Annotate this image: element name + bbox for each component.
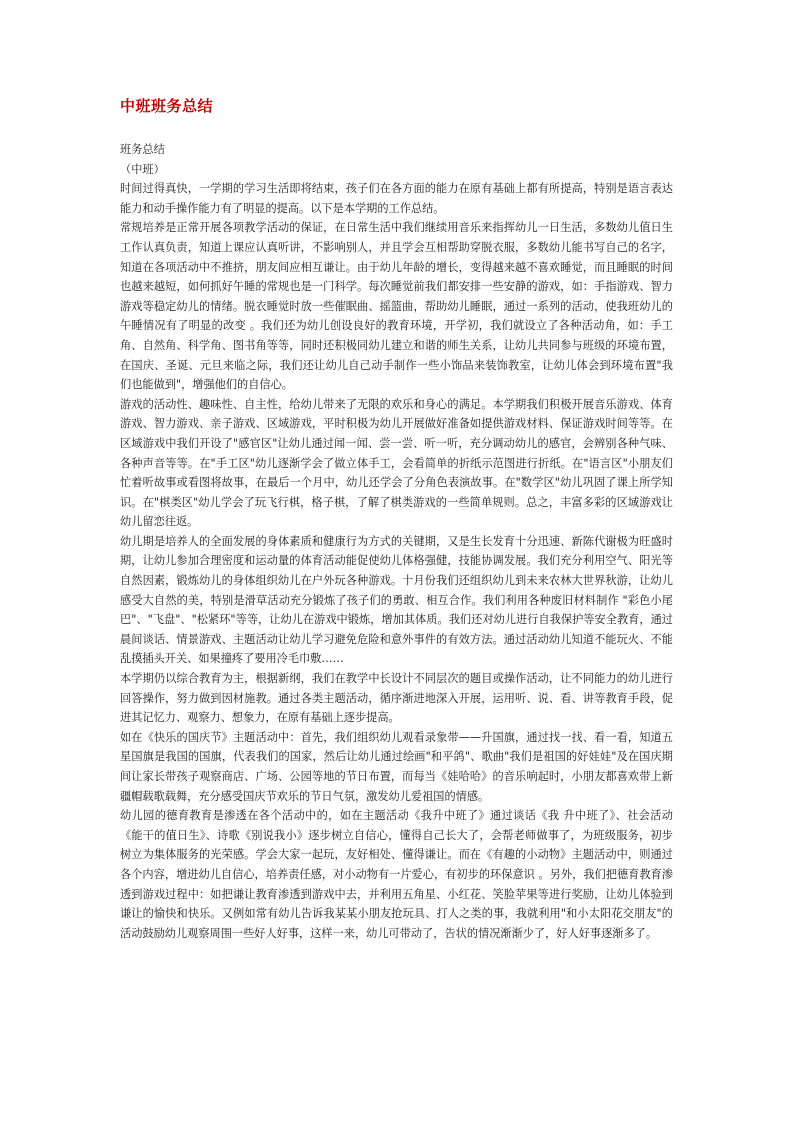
class-label: （中班）	[120, 162, 165, 176]
paragraph-teaching: 本学期仍以综合教育为主，根据新纲，我们在教学中长设计不同层次的题目或操作活动，让不同能力的幼儿进行回答操作，努力做到因材施教。通过各类主题活动，循序渐进地深入开展，运用听、说、看、讲等教育手段，促进其记忆力、观察力、想象力，在原有基础上逐步提高。	[120, 672, 673, 725]
document-title: 中班班务总结	[120, 97, 214, 115]
paragraph-national-day: 如在《快乐的国庆节》主题活动中：首先，我们组织幼儿观看录象带——升国旗，通过找一找、看一看，知道五星国旗是我国的国旗，代表我们的国家，然后让幼儿通过绘画"和平鸽"、歌曲"我们是祖国的好娃娃"及在国庆期间让家长带孩子观察商店、广场、公园等地的节日布置，而每当《娃哈哈》的音乐响起时，小朋友都喜欢带上新疆帽载歌载舞，充分感受国庆节欢乐的节日气氛，激发幼儿爱祖国的情感。	[120, 730, 673, 803]
document-body	[120, 140, 673, 943]
paragraph-games: 游戏的活动性、趣味性、自主性，给幼儿带来了无限的欢乐和身心的满足。本学期我们积极开展音乐游戏、体育游戏、智力游戏、亲子游戏、区域游戏，平时积极为幼儿开展做好准备如提供游戏材料、保证游戏时间等等。在区域游戏中我们开设了"感官区"让幼儿通过闻一闻、尝一尝、听一听，充分调动幼儿的感官，会辨别各种气味、各种声音等等。在"手工区"幼儿逐渐学会了做立体手工，会看简单的折纸示范图进行折纸。在"语言区"小朋友们忙着听故事或看图将故事，在最后一个月中，幼儿还学会了分角色表演故事。在"数学区"幼儿巩固了课上所学知识。在"棋类区"幼儿学会了玩飞行棋，格子棋，了解了棋类游戏的一些简单规则。总之，丰富多彩的区域游戏让幼儿留恋往返。	[120, 397, 673, 529]
paragraph-moral-education: 幼儿园的德育教育是渗透在各个活动中的，如在主题活动《我升中班了》通过谈话《我 升中班了》、社会活动《能干的值日生》、诗歌《别说我小》逐步树立自信心，懂得自己长大了，会帮老师做事了，为班级服务，初步树立为集体服务的光荣感。学会大家一起玩，友好相处、懂得谦让。而在《有趣的小动物》主题活动中，则通过各个内容，增进幼儿自信心，培养责任感，对小动物有一片爱心，有初步的环保意识 。另外，我们把德育教育渗透到游戏过程中：如把谦让教育渗透到游戏中去，并利用五角星、小红花、笑脸苹果等进行奖励，让幼儿体验到谦让的愉快和快乐。又例如常有幼儿告诉我某某小朋友抢玩具、打人之类的事，我就利用"和小太阳花交朋友"的活动鼓励幼儿观察周围一些好人好事，这样一来，幼儿可带动了，告状的情况渐渐少了，好人好事逐渐多了。	[120, 809, 673, 940]
paragraph-health: 幼儿期是培养人的全面发展的身体素质和健康行为方式的关键期，又是生长发育十分迅速、新陈代谢极为旺盛时期，让幼儿参加合理密度和运动量的体育活动能促使幼儿体格强健，技能协调发展。我们充分利用空气、阳光等自然因素，锻炼幼儿的身体组织幼儿在户外玩各种游戏。十月份我们还组织幼儿到未来农林大世界秋游，让幼儿感受大自然的美，特别是滑草活动充分锻炼了孩子们的勇敢、相互合作。我们利用各种废旧材料制作 "彩色小尾巴"、"飞盘"、"松紧环"等等，让幼儿在游戏中锻炼，增加其体质。我们还对幼儿进行自我保护等安全教育，通过晨间谈话、情景游戏、主题活动让幼儿学习避免危险和意外事件的有效方法。通过活动幼儿知道不能玩火、不能乱摸插头开关、如果撞疼了要用冷毛巾敷……	[120, 534, 673, 666]
section-heading: 班务总结	[120, 143, 165, 156]
paragraph-intro: 时间过得真快，一学期的学习生活即将结束，孩子们在各方面的能力在原有基础上都有所提高，特别是语言表达能力和动手操作能力有了明显的提高。以下是本学期的工作总结。	[120, 182, 673, 215]
paragraph-routine: 常规培养是正常开展各项教学活动的保证，在日常生活中我们继续用音乐来指挥幼儿一日生活，多数幼儿值日生工作认真负责，知道上课应认真听讲，不影响别人，并且学会互相帮助穿脱衣服，多数幼儿能书写自己的名字，知道在各项活动中不推挤，朋友间应相互谦让。由于幼儿年龄的增长，变得越来越不喜欢睡觉，而且睡眠的时间也越来越短，如何抓好午睡的常规也是一门科学。每次睡觉前我们都安排一些安静的游戏，如：手指游戏、智力游戏等稳定幼儿的情绪。脱衣睡觉时放一些催眠曲、摇篮曲，帮助幼儿睡眠，通过一系列的活动，使我班幼儿的午睡情况有了明显的改变 。我们还为幼儿创设良好的教育环境，开学初，我们就设立了各种活动角，如：手工角、自然角、科学角、图书角等等，同时还积极同幼儿建立和谐的师生关系，让幼儿共同参与班级的环境布置，在国庆、圣诞、元旦来临之际，我们还让幼儿自己动手制作一些小饰品来装饰教室，让幼儿体会到环境布置"我们也能做到"，增强他们的自信心。	[120, 221, 673, 392]
